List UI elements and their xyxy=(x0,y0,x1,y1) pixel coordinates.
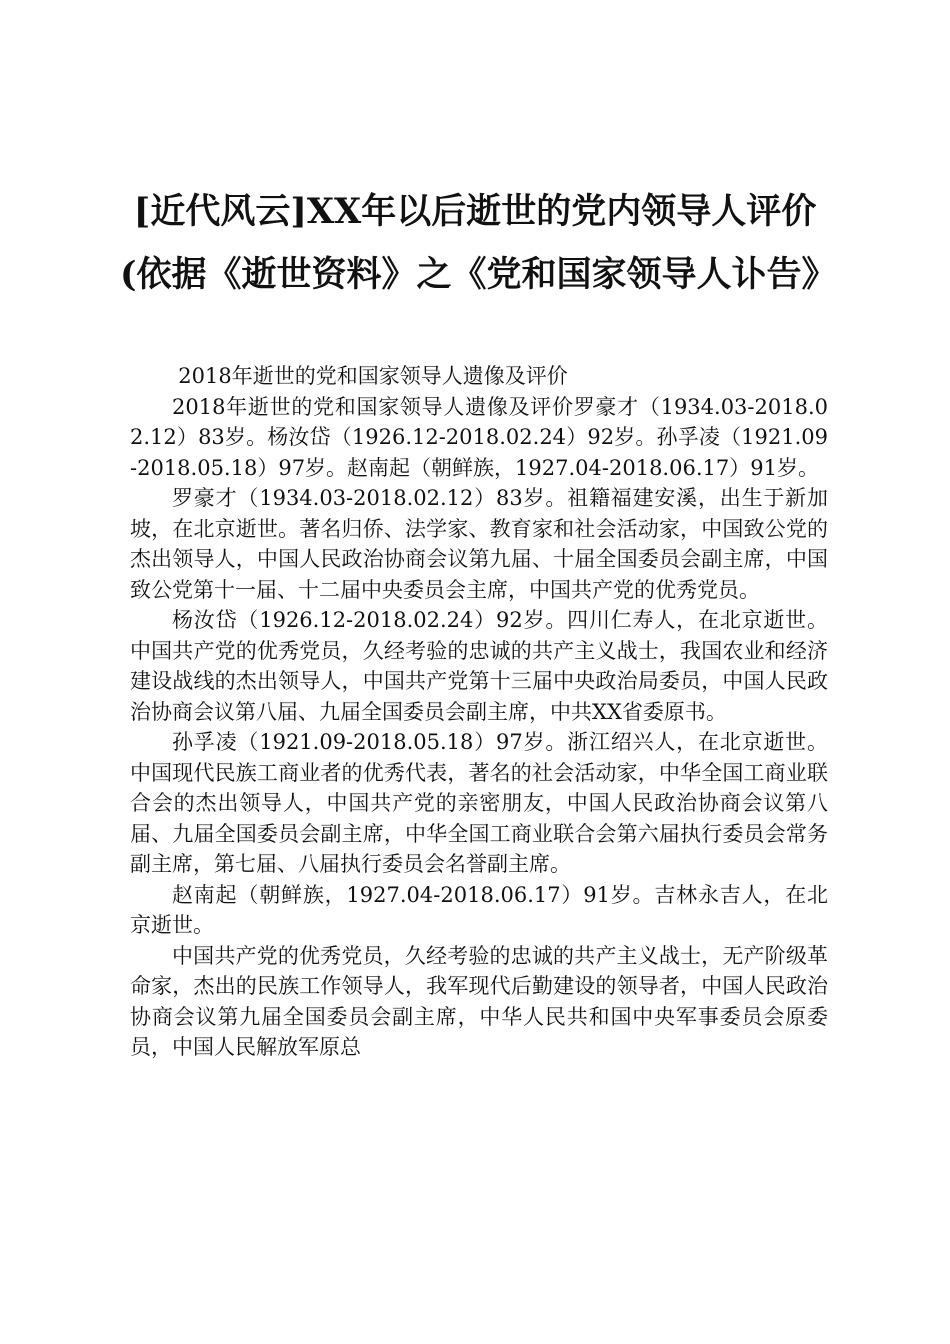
paragraph-summary: 2018年逝世的党和国家领导人遗像及评价罗豪才（1934.03-2018.02.12）83岁。杨汝岱（1926.12-2018.02.24）92岁。孙孚凌（1921.09-2018.05.18）97岁。赵南起（朝鲜族，1927.04-2018.06.17）91岁。 xyxy=(130,394,828,480)
document-body xyxy=(130,361,828,1063)
document-title: [近代风云]XX年以后逝世的党内领导人评价(依据《逝世资料》之《党和国家领导人讣告》 xyxy=(120,191,837,295)
paragraph-subheading: 2018年逝世的党和国家领导人遗像及评价 xyxy=(178,364,568,388)
paragraph-luo-haocai: 罗豪才（1934.03-2018.02.12）83岁。祖籍福建安溪，出生于新加坡，在北京逝世。著名归侨、法学家、教育家和社会活动家，中国致公党的杰出领导人，中国人民政治协商会议第九届、十届全国委员会副主席，中国致公党第十一届、十二届中央委员会主席，中国共产党的优秀党员。 xyxy=(130,486,828,602)
paragraph-sun-fuling: 孙孚凌（1921.09-2018.05.18）97岁。浙江绍兴人，在北京逝世。中国现代民族工商业者的优秀代表，著名的社会活动家，中华全国工商业联合会的杰出领导人，中国共产党的亲密朋友，中国人民政治协商会议第八届、九届全国委员会副主席，中华全国工商业联合会第六届执行委员会常务副主席，第七届、八届执行委员会名誉副主席。 xyxy=(130,730,828,876)
paragraph-zhao-nanqi-evaluation: 中国共产党的优秀党员，久经考验的忠诚的共产主义战士，无产阶级革命家，杰出的民族工作领导人，我军现代后勤建设的领导者，中国人民政治协商会议第九届全国委员会副主席，中华人民共和国中央军事委员会原委员，中国人民解放军原总 xyxy=(130,943,828,1059)
paragraph-zhao-nanqi: 赵南起（朝鲜族，1927.04-2018.06.17）91岁。吉林永吉人，在北京逝世。 xyxy=(130,882,828,937)
paragraph-yang-ruai: 杨汝岱（1926.12-2018.02.24）92岁。四川仁寿人，在北京逝世。中国共产党的优秀党员，久经考验的忠诚的共产主义战士，我国农业和经济建设战线的杰出领导人，中国共产党第十三届中央政治局委员，中国人民政治协商会议第八届、九届全国委员会副主席，中共XX省委原书。 xyxy=(130,608,828,724)
